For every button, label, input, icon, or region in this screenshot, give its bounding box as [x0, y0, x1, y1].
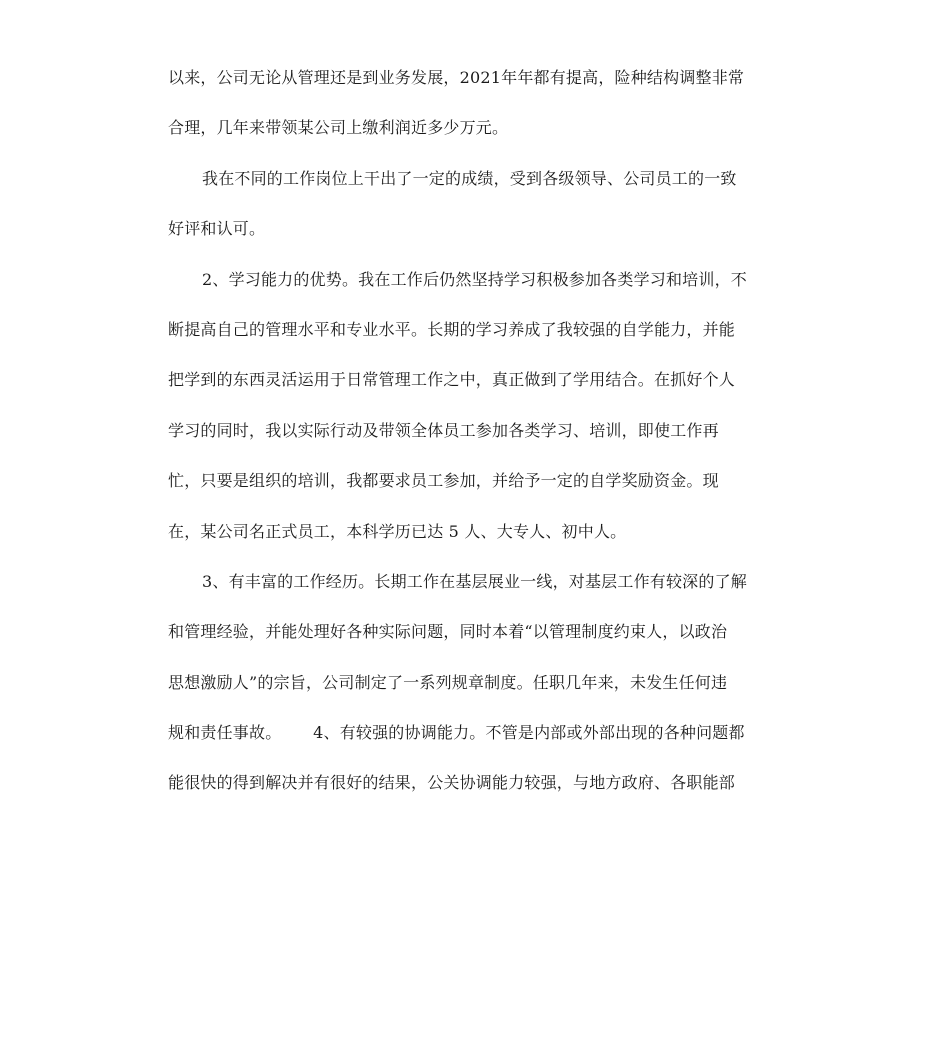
text-line: 以来，公司无论从管理还是到业务发展，2021年年都有提高，险种结构调整非常 — [168, 68, 745, 87]
text-line: 学习的同时，我以实际行动及带领全体员工参加各类学习、培训，即使工作再 — [168, 420, 719, 440]
text-line: 3、有丰富的工作经历。长期工作在基层展业一线，对基层工作有较深的了解 — [202, 571, 747, 591]
text-line: 和管理经验，并能处理好各种实际问题，同时本着“以管理制度约束人，以政治 — [168, 622, 728, 642]
text-line: 忙，只要是组织的培训，我都要求员工参加，并给予一定的自学奖励资金。现 — [168, 471, 719, 491]
text-line: 把学到的东西灵活运用于日常管理工作之中，真正做到了学用结合。在抓好个人 — [168, 370, 736, 390]
text-line: 能很快的得到解决并有很好的结果，公关协调能力较强，与地方政府、各职能部 — [168, 773, 736, 793]
document-body — [168, 58, 783, 814]
text-line: 思想激励人”的宗旨，公司制定了一系列规章制度。任职几年来，未发生任何违 — [168, 672, 728, 692]
text-line: 合理，几年来带领某公司上缴利润近多少万元。 — [168, 118, 509, 138]
text-line: 断提高自己的管理水平和专业水平。长期的学习养成了我较强的自学能力，并能 — [168, 319, 736, 339]
text-line: 规和责任事故。 4、有较强的协调能力。不管是内部或外部出现的各种问题都 — [168, 723, 745, 743]
text-line: 我在不同的工作岗位上干出了一定的成绩，受到各级领导、公司员工的一致 — [202, 168, 737, 188]
text-line: 好评和认可。 — [168, 219, 266, 239]
text-line: 2、学习能力的优势。我在工作后仍然坚持学习积极参加各类学习和培训，不 — [202, 269, 747, 289]
text-line: 在，某公司名正式员工，本科学历已达 5 人、大专人、初中人。 — [168, 521, 627, 541]
